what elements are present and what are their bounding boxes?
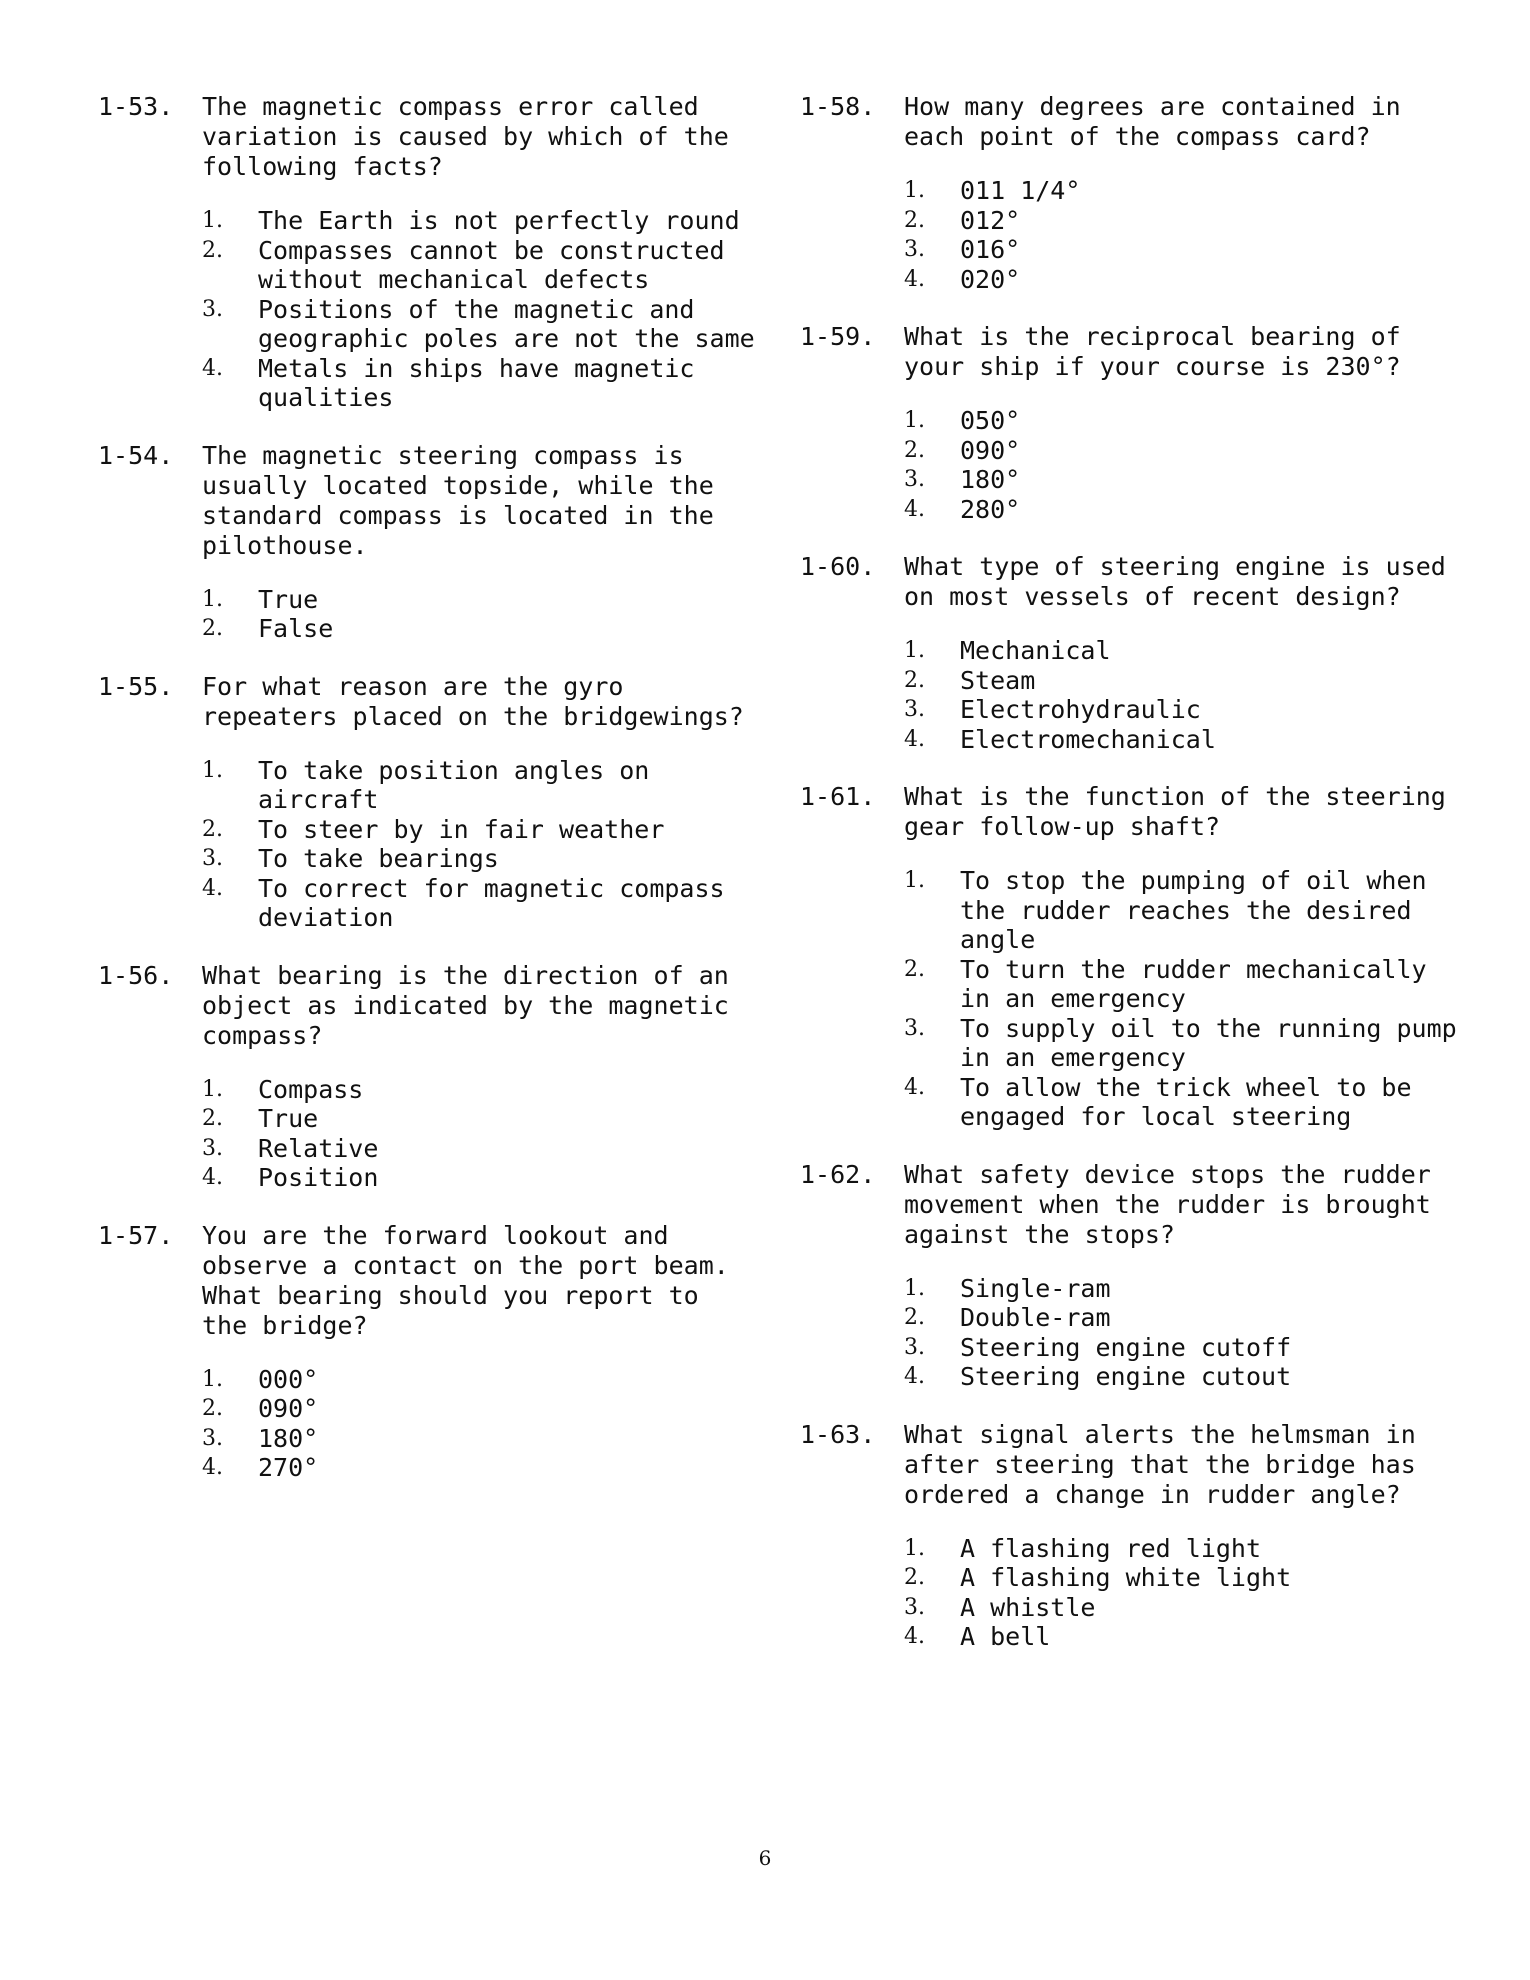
option-text: Relative bbox=[258, 1133, 379, 1163]
answer-options bbox=[202, 585, 758, 644]
option-text: 050° bbox=[960, 406, 1021, 435]
question-text: What signal alerts the helmsman in after steering that the bridge has ordered a change in rudder angle? bbox=[904, 1419, 1416, 1509]
question-header bbox=[800, 1420, 1460, 1510]
question-number: 1-60. bbox=[800, 552, 876, 581]
answer-option bbox=[904, 206, 1460, 236]
question-number: 1-57. bbox=[98, 1220, 174, 1250]
question-block bbox=[98, 92, 758, 413]
option-text: To steer by in fair weather bbox=[258, 814, 665, 844]
answer-options bbox=[202, 756, 758, 933]
option-number: 1. bbox=[904, 1535, 925, 1561]
question-block bbox=[800, 1420, 1460, 1652]
option-text: Electrohydraulic bbox=[960, 695, 1201, 724]
option-number: 2. bbox=[904, 1565, 925, 1590]
option-number: 3. bbox=[904, 697, 925, 722]
option-number: 3. bbox=[904, 1594, 925, 1620]
question-header bbox=[98, 961, 758, 1051]
answer-options bbox=[904, 176, 1460, 294]
question-header bbox=[98, 92, 758, 182]
answer-option bbox=[202, 1424, 758, 1454]
answer-option bbox=[202, 1163, 758, 1193]
option-text: 016° bbox=[960, 235, 1021, 264]
question-number: 1-59. bbox=[800, 322, 876, 351]
option-number: 3. bbox=[904, 1015, 925, 1041]
option-number: 4. bbox=[904, 496, 925, 522]
answer-option bbox=[202, 1394, 758, 1424]
answer-option bbox=[904, 636, 1460, 666]
answer-option bbox=[904, 1014, 1460, 1073]
question-number: 1-63. bbox=[800, 1419, 876, 1449]
answer-options bbox=[904, 1534, 1460, 1652]
answer-option bbox=[904, 265, 1460, 295]
option-number: 1. bbox=[904, 178, 925, 203]
answer-option bbox=[202, 295, 758, 354]
answer-option bbox=[202, 354, 758, 413]
option-number: 2. bbox=[904, 207, 925, 233]
option-text: Position bbox=[258, 1163, 379, 1192]
answer-option bbox=[904, 1333, 1460, 1363]
question-header bbox=[800, 782, 1460, 842]
option-number: 1. bbox=[202, 757, 223, 783]
answer-options bbox=[202, 1365, 758, 1483]
option-number: 3. bbox=[202, 296, 223, 322]
answer-options bbox=[904, 636, 1460, 754]
answer-option bbox=[202, 1075, 758, 1105]
question-number: 1-53. bbox=[98, 92, 174, 121]
option-number: 1. bbox=[202, 208, 223, 233]
left-column bbox=[98, 92, 758, 1511]
answer-option bbox=[202, 614, 758, 644]
option-number: 3. bbox=[202, 1135, 223, 1161]
option-text: 180° bbox=[258, 1423, 319, 1453]
answer-options bbox=[202, 1075, 758, 1193]
answer-option bbox=[904, 1622, 1460, 1652]
option-number: 4. bbox=[904, 1624, 925, 1649]
answer-option bbox=[904, 1593, 1460, 1623]
option-number: 4. bbox=[202, 875, 223, 901]
option-number: 3. bbox=[202, 846, 223, 871]
answer-options bbox=[904, 866, 1460, 1132]
answer-option bbox=[904, 436, 1460, 466]
question-block bbox=[98, 961, 758, 1193]
question-text: What bearing is the direction of an object as indicated by the magnetic compass? bbox=[202, 960, 729, 1050]
option-number: 1. bbox=[202, 1076, 223, 1102]
option-text: 000° bbox=[258, 1364, 319, 1394]
option-text: To correct for magnetic compass deviation bbox=[258, 873, 725, 932]
question-number: 1-56. bbox=[98, 960, 174, 990]
question-number: 1-58. bbox=[800, 92, 876, 121]
question-header bbox=[98, 1221, 758, 1341]
answer-option bbox=[202, 585, 758, 615]
answer-option bbox=[904, 695, 1460, 725]
page-number: 6 bbox=[758, 1846, 772, 1870]
option-text: 090° bbox=[960, 435, 1021, 465]
answer-option bbox=[904, 1563, 1460, 1593]
answer-option bbox=[904, 465, 1460, 495]
option-text: A whistle bbox=[960, 1592, 1096, 1622]
option-text: Compasses cannot be constructed without mechanical defects bbox=[258, 235, 725, 294]
answer-option bbox=[904, 955, 1460, 1014]
option-number: 1. bbox=[202, 1366, 223, 1392]
question-block bbox=[98, 441, 758, 644]
option-number: 2. bbox=[202, 1106, 223, 1131]
answer-options bbox=[904, 406, 1460, 524]
question-number: 1-62. bbox=[800, 1159, 876, 1189]
answer-option bbox=[202, 1453, 758, 1483]
answer-option bbox=[202, 874, 758, 933]
option-text: 090° bbox=[258, 1394, 319, 1423]
question-text: What is the function of the steering gear follow-up shaft? bbox=[904, 782, 1446, 841]
option-number: 4. bbox=[904, 1364, 925, 1389]
option-text: To take position angles on aircraft bbox=[258, 755, 650, 814]
answer-option bbox=[202, 1104, 758, 1134]
answer-options bbox=[202, 206, 758, 413]
option-text: 270° bbox=[258, 1453, 319, 1482]
answer-option bbox=[904, 235, 1460, 265]
question-block bbox=[800, 322, 1460, 524]
answer-option bbox=[202, 236, 758, 295]
option-text: False bbox=[258, 614, 334, 643]
option-number: 2. bbox=[904, 437, 925, 463]
option-text: Electromechanical bbox=[960, 724, 1216, 754]
option-number: 1. bbox=[904, 408, 925, 433]
question-text: The magnetic steering compass is usually located topside, while the standard compass is located in the pilothouse. bbox=[202, 440, 714, 560]
option-text: True bbox=[258, 1104, 319, 1133]
answer-option bbox=[904, 1274, 1460, 1304]
option-number: 2. bbox=[202, 816, 223, 842]
question-text: How many degrees are contained in each point of the compass card? bbox=[904, 92, 1401, 151]
option-text: Metals in ships have magnetic qualities bbox=[258, 353, 695, 412]
answer-option bbox=[904, 176, 1460, 206]
option-number: 4. bbox=[904, 266, 925, 292]
question-block bbox=[800, 92, 1460, 294]
answer-option bbox=[904, 1303, 1460, 1333]
option-text: To supply oil to the running pump in an emergency bbox=[960, 1013, 1457, 1072]
question-text: The magnetic compass error called variation is caused by which of the following facts? bbox=[202, 92, 729, 181]
question-header bbox=[800, 552, 1460, 612]
option-text: 012° bbox=[960, 205, 1021, 235]
answer-option bbox=[202, 206, 758, 236]
right-column bbox=[800, 92, 1460, 1680]
answer-option bbox=[202, 815, 758, 845]
option-number: 3. bbox=[904, 1334, 925, 1360]
option-text: 011 1/4° bbox=[960, 176, 1081, 205]
option-number: 2. bbox=[202, 616, 223, 641]
option-text: The Earth is not perfectly round bbox=[258, 206, 740, 235]
question-header bbox=[800, 322, 1460, 382]
option-text: 020° bbox=[960, 264, 1021, 294]
answer-option bbox=[202, 844, 758, 874]
answer-option bbox=[202, 1365, 758, 1395]
question-block bbox=[98, 1221, 758, 1483]
option-number: 2. bbox=[904, 956, 925, 982]
option-text: A bell bbox=[960, 1622, 1051, 1651]
answer-option bbox=[904, 725, 1460, 755]
question-text: You are the forward lookout and observe a contact on the port beam. What bearing should you report to the bridge? bbox=[202, 1220, 729, 1340]
option-number: 1. bbox=[202, 586, 223, 612]
option-text: Steering engine cutout bbox=[960, 1362, 1292, 1391]
answer-option bbox=[904, 1362, 1460, 1392]
option-number: 4. bbox=[202, 355, 223, 381]
option-text: A flashing red light bbox=[960, 1533, 1262, 1563]
option-number: 2. bbox=[202, 237, 223, 263]
question-block bbox=[800, 1160, 1460, 1392]
option-number: 1. bbox=[904, 1275, 925, 1301]
question-number: 1-54. bbox=[98, 440, 174, 470]
answer-option bbox=[904, 495, 1460, 525]
option-text: True bbox=[258, 584, 319, 614]
question-text: What is the reciprocal bearing of your ship if your course is 230°? bbox=[904, 322, 1401, 381]
answer-option bbox=[904, 1073, 1460, 1132]
answer-option bbox=[904, 1534, 1460, 1564]
option-number: 2. bbox=[202, 1396, 223, 1421]
question-block bbox=[800, 552, 1460, 754]
answer-option bbox=[202, 756, 758, 815]
option-number: 2. bbox=[904, 1305, 925, 1330]
answer-options bbox=[904, 1274, 1460, 1392]
question-number: 1-55. bbox=[98, 671, 174, 701]
answer-option bbox=[904, 406, 1460, 436]
option-text: Double-ram bbox=[960, 1303, 1111, 1332]
option-text: Positions of the magnetic and geographic poles are not the same bbox=[258, 294, 755, 353]
option-text: 280° bbox=[960, 494, 1021, 524]
answer-option bbox=[904, 866, 1460, 955]
question-header bbox=[98, 672, 758, 732]
answer-option bbox=[904, 666, 1460, 696]
question-number: 1-61. bbox=[800, 782, 876, 811]
option-number: 4. bbox=[202, 1455, 223, 1480]
option-number: 3. bbox=[904, 237, 925, 262]
option-number: 3. bbox=[904, 467, 925, 492]
question-text: What safety device stops the rudder movement when the rudder is brought against the stops? bbox=[904, 1159, 1431, 1249]
question-text: For what reason are the gyro repeaters placed on the bridgewings? bbox=[202, 671, 744, 731]
question-header bbox=[800, 92, 1460, 152]
option-text: Mechanical bbox=[960, 636, 1111, 665]
question-block bbox=[800, 782, 1460, 1132]
option-number: 4. bbox=[904, 1074, 925, 1100]
option-text: To take bearings bbox=[258, 844, 499, 873]
option-text: 180° bbox=[960, 465, 1021, 494]
option-text: Single-ram bbox=[960, 1273, 1111, 1303]
option-text: To stop the pumping of oil when the rudder reaches the desired angle bbox=[960, 866, 1427, 954]
option-text: Compass bbox=[258, 1074, 364, 1104]
option-number: 4. bbox=[202, 1165, 223, 1190]
question-header bbox=[800, 1160, 1460, 1250]
option-text: Steering engine cutoff bbox=[960, 1332, 1292, 1362]
question-text: What type of steering engine is used on most vessels of recent design? bbox=[904, 552, 1446, 611]
option-number: 4. bbox=[904, 726, 925, 752]
option-number: 1. bbox=[904, 638, 925, 663]
option-text: To allow the trick wheel to be engaged for local steering bbox=[960, 1072, 1412, 1131]
option-text: A flashing white light bbox=[960, 1563, 1292, 1592]
question-header bbox=[98, 441, 758, 561]
option-text: Steam bbox=[960, 665, 1036, 695]
option-text: To turn the rudder mechanically in an emergency bbox=[960, 954, 1427, 1013]
option-number: 1. bbox=[904, 868, 925, 893]
option-number: 3. bbox=[202, 1425, 223, 1451]
question-block bbox=[98, 672, 758, 933]
answer-option bbox=[202, 1134, 758, 1164]
option-number: 2. bbox=[904, 667, 925, 693]
